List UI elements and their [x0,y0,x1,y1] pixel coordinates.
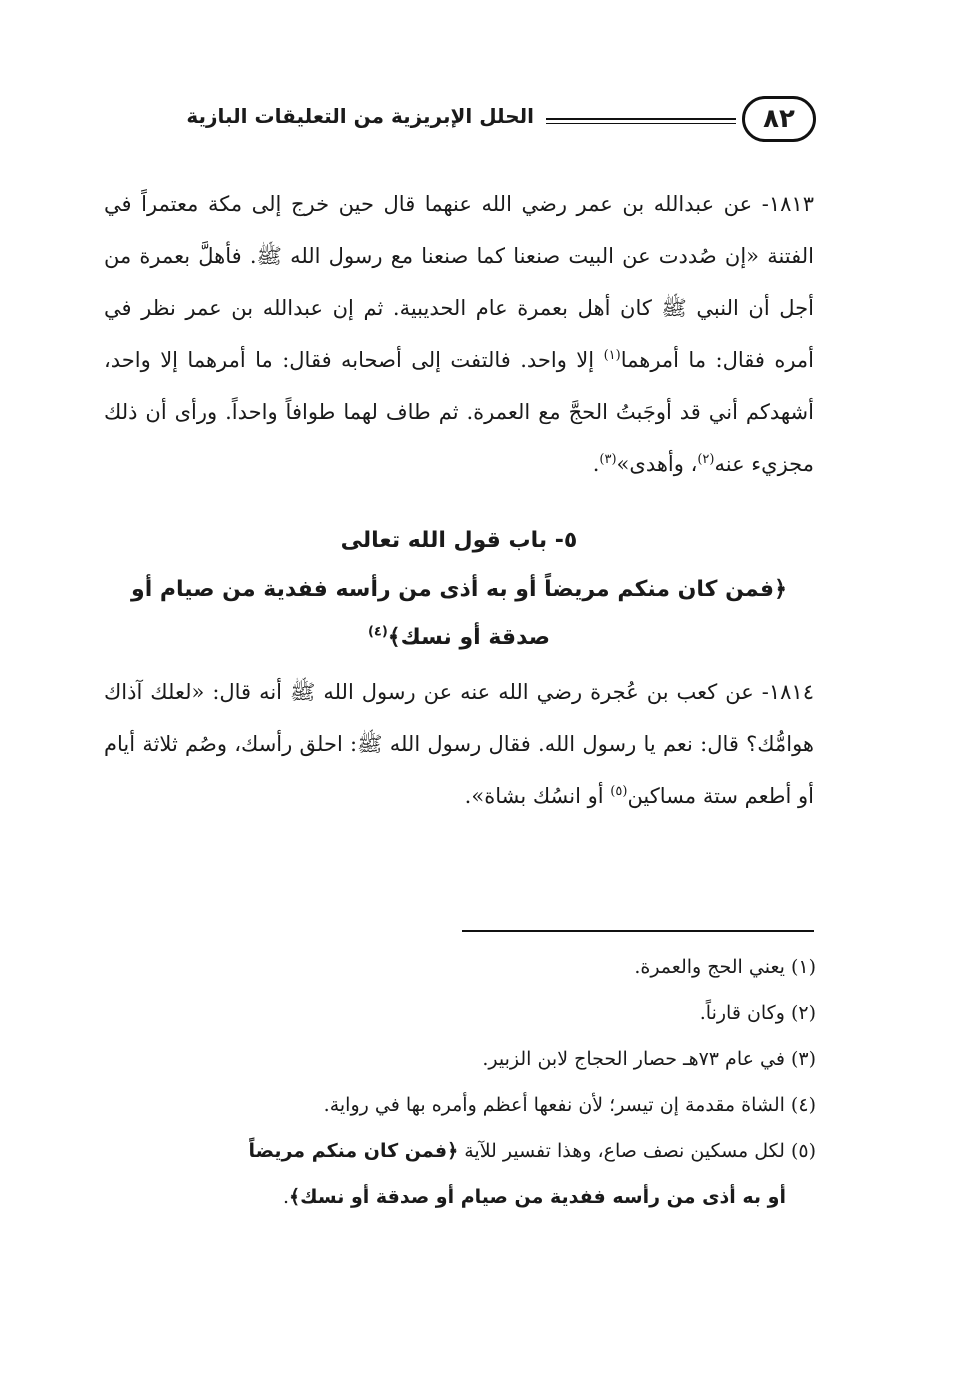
footnote-2: (٢) وكان قارناً. [699,1002,816,1024]
hadith-1813-text-b: إلا واحد. فالتفت إلى أصحابه فقال: ما أمرهما إلا واحد، أشهدكم أني قد أوجَبتُ الحجَّ مع العمرة. ثم طاف لهما طوافاً واحداً. ورأى أن ذلك مجزيء عنه [104,348,814,476]
book-title: الحلل الإبريزية من التعليقات البازية [186,104,534,128]
hadith-1814 [104,666,814,822]
main-text [104,178,814,822]
hadith-1813 [104,178,814,490]
footnote-ref-1: (١) [603,348,621,363]
footnote-5-verse-a: ﴿فمن كان منكم مريضاً [248,1140,459,1162]
footnote-4: (٤) الشاة مقدمة إن تيسر؛ لأن نفعها أعظم وأمره بها في رواية. [323,1094,816,1116]
footnote-ref-5: (٥) [610,784,628,799]
footnote-5-verse-b: أو به أذى من رأسه ففدية من صيام أو صدقة أو نسك﴾ [289,1186,786,1208]
footnote-5-end: . [282,1186,290,1208]
footnote-5-text: (٥) لكل مسكين نصف صاع، وهذا تفسير للآية [458,1140,816,1162]
footnote-ref-3: (٣) [599,452,617,467]
page-number: ٨٢ [742,96,816,142]
hadith-1813-text-d: . [592,452,600,476]
footnote-ref-2: (٢) [697,452,715,467]
chapter-heading: ٥- باب قول الله تعالى [340,528,578,553]
footnote-separator [462,930,814,932]
hadith-1813-text-a: ١٨١٣- عن عبدالله بن عمر رضي الله عنهما قال حين خرج إلى مكة معتمراً في الفتنة «إن صُددت عن البيت صنعنا كما صنعنا مع رسول الله ﷺ. فأهلَّ بعمرة من أجل أن النبي ﷺ كان أهل بعمرة عام الحديبية. ثم إن عبدالله بن عمر نظر في أمره فقال: ما أمرهما [104,192,814,372]
footnote-5 [100,1128,816,1174]
chapter-verse-text: ﴿فمن كان منكم مريضاً أو به أذى من رأسه ففدية من صيام أو صدقة أو نسك﴾ [131,577,787,650]
hadith-1814-text-b: أو انسُك بشاة». [464,784,611,808]
footnote-5-continued [100,1174,816,1220]
hadith-1814-text-a: ١٨١٤- عن كعب بن عُجرة رضي الله عنه عن رسول الله ﷺ أنه قال: «لعلك آذاك هوامُّك؟ قال: نعم يا رسول الله. فقال رسول الله ﷺ: احلق رأسك، وصُم ثلاثة أيام أو أطعم ستة مساكين [104,680,814,808]
page-header [96,96,816,152]
footnote-ref-4: (٤) [367,624,388,640]
footnotes [100,944,816,1220]
footnote-3: (٣) في عام ٧٣هـ حصار الحجاج لابن الزبير. [482,1048,816,1070]
chapter-verse [104,566,814,662]
hadith-1813-text-c: ، وأهدى» [616,452,698,476]
footnote-1: (١) يعني الحج والعمرة. [634,956,816,978]
header-rule [546,118,736,126]
